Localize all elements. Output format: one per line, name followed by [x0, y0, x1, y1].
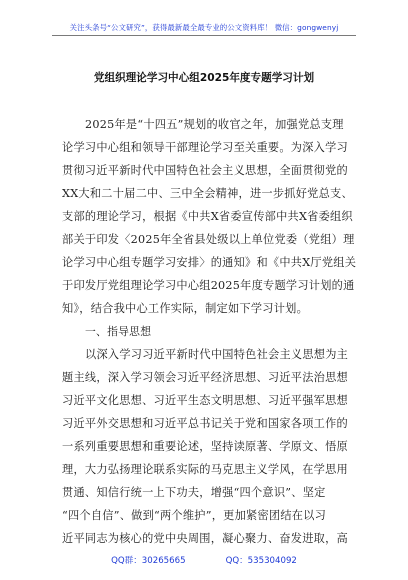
- paragraph-line: 题主线，深入学习领会习近平经济思想、习近平法治思想: [62, 371, 348, 384]
- paragraph-line: 于印发厅党组理论学习中心组2025年度专题学习计划的通: [62, 279, 355, 292]
- document-body: [62, 113, 357, 550]
- footer-qq-number: QQ：535304092: [225, 556, 297, 566]
- paragraph-line: 理，大力弘扬理论联系实际的马克思主义学风，在学思用: [62, 463, 348, 476]
- paragraph-line: 知》，结合我中心工作实际，制定如下学习计划。: [62, 302, 309, 315]
- paragraph-line: 论学习中心组和领导干部理论学习至关重要。为深入学习: [62, 141, 348, 154]
- paragraph-line: 支部的理论学习，根据《中共X省委宣传部中共X省委组织: [62, 210, 353, 223]
- paragraph-line: 习近平文化思想、习近平生态文明思想、习近平强军思想: [62, 394, 348, 407]
- paragraph-line: 贯通、知信行统一上下功夫，增强“四个意识”、坚定: [62, 486, 326, 499]
- header-banner: 关注头条号“公文研究”，获得最新最全最专业的公文资料库！ 微信：gongwenyj: [69, 23, 339, 32]
- paragraph-line: 2025年是“十四五”规划的收官之年，加强党总支理: [85, 118, 344, 131]
- document-title: 党组织理论学习中心组2025年度专题学习计划: [93, 72, 315, 84]
- footer-contact: [0, 554, 408, 566]
- section-heading: 一、指导思想: [85, 325, 152, 338]
- paragraph-line: 贯彻习近平新时代中国特色社会主义思想，全面贯彻党的: [62, 164, 348, 177]
- header-divider: [52, 35, 356, 36]
- paragraph-line: 近平同志为核心的党中央周围，凝心聚力、奋发进取，高: [62, 532, 348, 545]
- paragraph-line: XX大和二十届二中、三中全会精神，进一步抓好党总支、: [62, 187, 353, 200]
- footer-qq-group: QQ群：30265665: [111, 556, 186, 566]
- paragraph-line: 以深入学习习近平新时代中国特色社会主义思想为主: [85, 348, 349, 361]
- paragraph-line: 一系列重要思想和重要论述，坚持读原著、学原文、悟原: [62, 440, 348, 453]
- paragraph-line: “四个自信”、做到“两个维护”，更加紧密团结在以习: [62, 509, 327, 522]
- paragraph-line: 习近平外交思想和习近平总书记关于党和国家各项工作的: [62, 417, 348, 430]
- paragraph-line: 部关于印发〈2025年全省县处级以上单位党委（党组）理: [62, 233, 355, 246]
- paragraph-line: 论学习中心组专题学习安排〉的通知》和《中共X厅党组关: [62, 256, 357, 269]
